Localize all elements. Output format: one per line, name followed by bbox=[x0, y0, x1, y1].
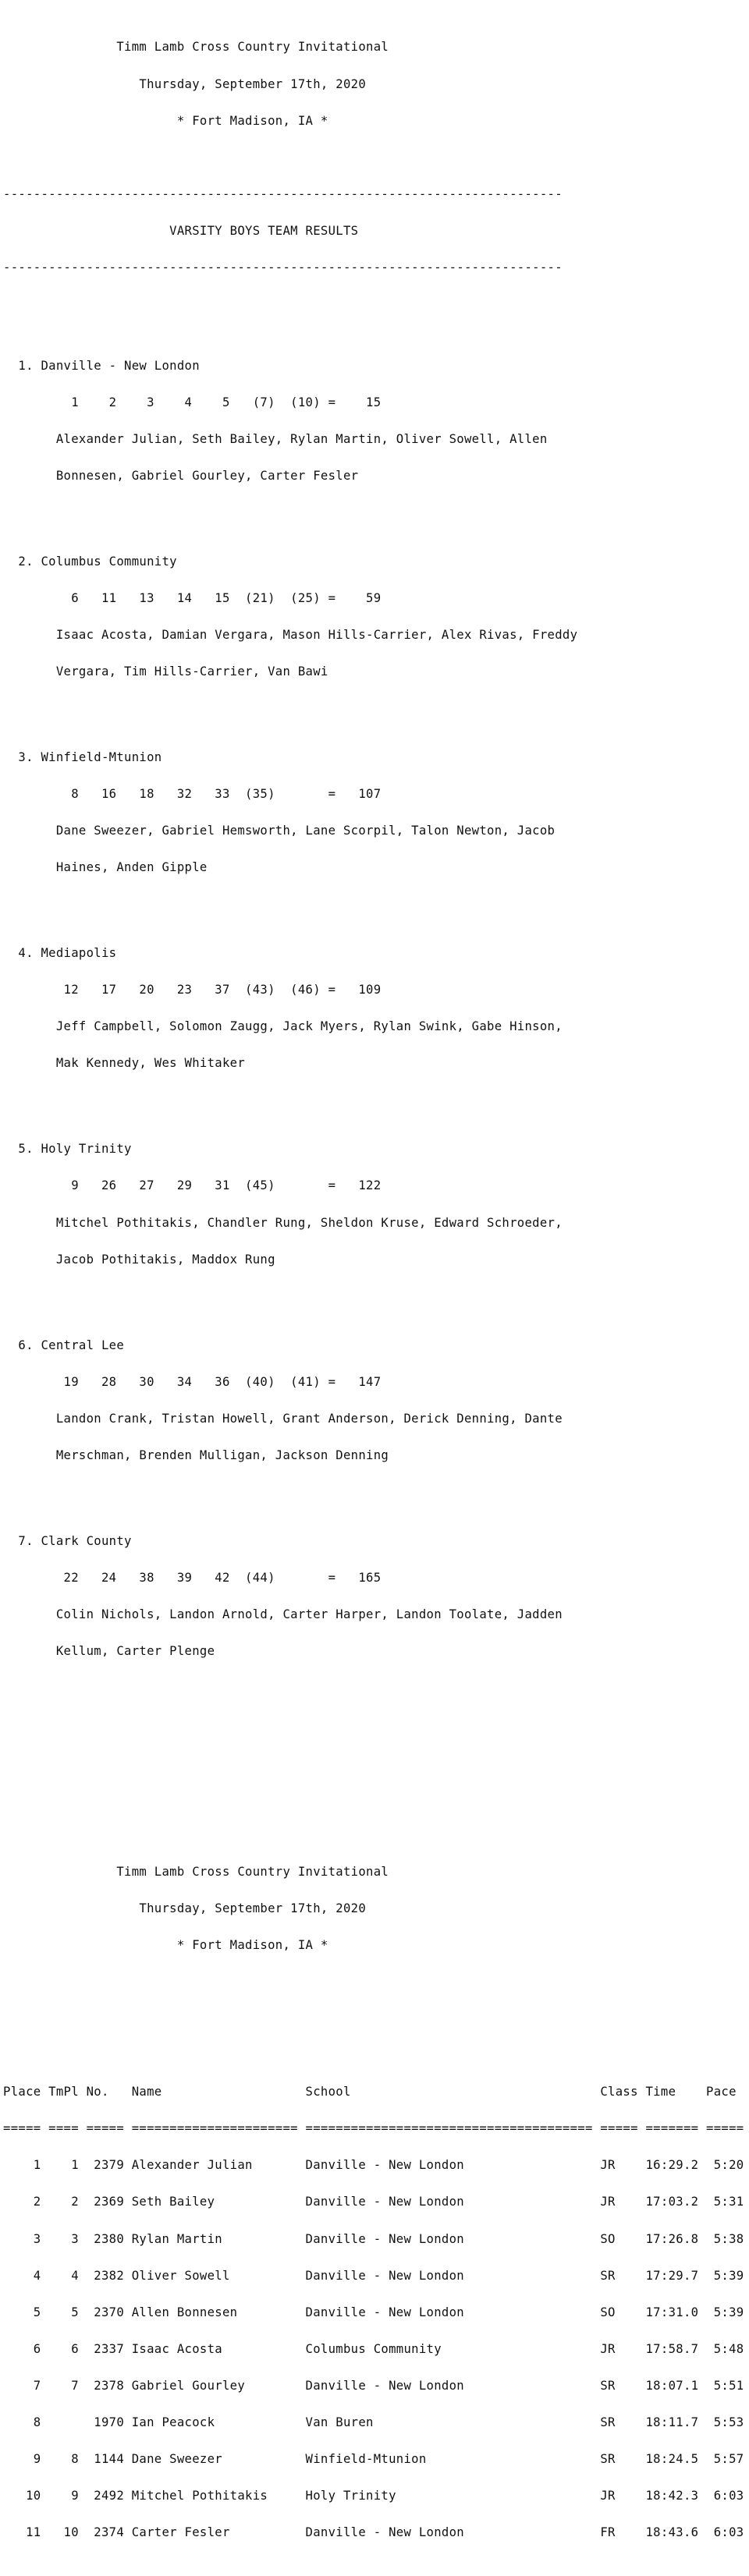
table-header-underline: ===== ==== ===== ====================== ====================================== ===== ======= ===== bbox=[3, 2121, 744, 2136]
team-scores: 8 16 18 32 33 (35) = 107 bbox=[3, 787, 382, 802]
team-name: 5. Holy Trinity bbox=[3, 1142, 132, 1157]
team-runners: Mak Kennedy, Wes Whitaker bbox=[3, 1056, 246, 1071]
team-entry bbox=[3, 1511, 744, 1682]
table-row: 7 7 2378 Gabriel Gourley Danville - New London SR 18:07.1 5:51 bbox=[3, 2378, 744, 2393]
team-entry bbox=[3, 1315, 744, 1486]
team-name: 4. Mediapolis bbox=[3, 946, 117, 961]
team-entry bbox=[3, 531, 744, 703]
team-runners: Kellum, Carter Plenge bbox=[3, 1643, 215, 1658]
meet-location: * Fort Madison, IA * bbox=[3, 1937, 328, 1952]
blank-line bbox=[3, 1817, 744, 1830]
blank-line bbox=[3, 1781, 744, 1793]
team-name: 6. Central Lee bbox=[3, 1338, 125, 1352]
meet-location: * Fort Madison, IA * bbox=[3, 113, 328, 128]
section-title: VARSITY BOYS TEAM RESULTS bbox=[3, 223, 359, 238]
team-entry bbox=[3, 335, 744, 507]
team-runners: Jacob Pothitakis, Maddox Rung bbox=[3, 1252, 275, 1267]
team-scores: 12 17 20 23 37 (43) (46) = 109 bbox=[3, 983, 382, 997]
team-runners: Bonnesen, Gabriel Gourley, Carter Fesler bbox=[3, 468, 359, 483]
team-scores: 22 24 38 39 42 (44) = 165 bbox=[3, 1570, 382, 1585]
team-name: 7. Clark County bbox=[3, 1533, 132, 1548]
team-runners: Isaac Acosta, Damian Vergara, Mason Hills-Carrier, Alex Rivas, Freddy bbox=[3, 627, 578, 642]
team-scores: 9 26 27 29 31 (45) = 122 bbox=[3, 1178, 382, 1193]
table-row: 10 9 2492 Mitchel Pothitakis Holy Trinity JR 18:42.3 6:03 bbox=[3, 2489, 744, 2503]
table-header: Place TmPl No. Name School Class Time Pace bbox=[3, 2085, 737, 2099]
team-scores: 1 2 3 4 5 (7) (10) = 15 bbox=[3, 395, 382, 409]
team-runners: Haines, Anden Gipple bbox=[3, 860, 208, 875]
meet-date: Thursday, September 17th, 2020 bbox=[3, 76, 367, 91]
meet-title: Timm Lamb Cross Country Invitational bbox=[3, 1864, 389, 1879]
team-runners: Alexander Julian, Seth Bailey, Rylan Martin, Oliver Sowell, Allen bbox=[3, 431, 548, 446]
dashed-rule: -------------------------------------------------------------------------- bbox=[3, 186, 563, 201]
team-name: 2. Columbus Community bbox=[3, 554, 177, 569]
table-row: 2 2 2369 Seth Bailey Danville - New London JR 17:03.2 5:31 bbox=[3, 2195, 744, 2209]
team-entry bbox=[3, 728, 744, 899]
team-runners: Jeff Campbell, Solomon Zaugg, Jack Myers, Rylan Swink, Gabe Hinson, bbox=[3, 1019, 563, 1034]
team-runners: Landon Crank, Tristan Howell, Grant Anderson, Derick Denning, Dante bbox=[3, 1411, 563, 1426]
team-name: 1. Danville - New London bbox=[3, 358, 200, 373]
blank-line bbox=[3, 1744, 744, 1756]
meet-title: Timm Lamb Cross Country Invitational bbox=[3, 40, 389, 55]
team-scores: 6 11 13 14 15 (21) (25) = 59 bbox=[3, 590, 382, 605]
table-row: 11 10 2374 Carter Fesler Danville - New London FR 18:43.6 6:03 bbox=[3, 2525, 744, 2540]
blank-line bbox=[3, 152, 744, 165]
team-runners: Merschman, Brenden Mulligan, Jackson Denning bbox=[3, 1447, 389, 1462]
team-runners: Dane Sweezer, Gabriel Hemsworth, Lane Scorpil, Talon Newton, Jacob bbox=[3, 824, 556, 838]
results-document bbox=[3, 17, 744, 2576]
team-results bbox=[3, 311, 744, 1707]
team-name: 3. Winfield-Mtunion bbox=[3, 749, 162, 764]
blank-line bbox=[3, 1976, 744, 1989]
team-entry bbox=[3, 923, 744, 1095]
team-runners: Colin Nichols, Landon Arnold, Carter Harper, Landon Toolate, Jadden bbox=[3, 1607, 563, 1621]
table-row: 4 4 2382 Oliver Sowell Danville - New London SR 17:29.7 5:39 bbox=[3, 2268, 744, 2283]
table-row: 3 3 2380 Rylan Martin Danville - New London SO 17:26.8 5:38 bbox=[3, 2231, 744, 2246]
meet-date: Thursday, September 17th, 2020 bbox=[3, 1901, 367, 1915]
dashed-rule: -------------------------------------------------------------------------- bbox=[3, 260, 563, 275]
table-row: 5 5 2370 Allen Bonnesen Danville - New London SO 17:31.0 5:39 bbox=[3, 2305, 744, 2319]
individual-results-table bbox=[3, 2062, 744, 2564]
blank-line bbox=[3, 2013, 744, 2025]
table-row: 9 8 1144 Dane Sweezer Winfield-Mtunion SR 18:24.5 5:57 bbox=[3, 2452, 744, 2467]
team-entry bbox=[3, 1119, 744, 1291]
team-runners: Mitchel Pothitakis, Chandler Rung, Sheldon Kruse, Edward Schroeder, bbox=[3, 1215, 563, 1230]
team-runners: Vergara, Tim Hills-Carrier, Van Bawi bbox=[3, 664, 328, 679]
table-row: 6 6 2337 Isaac Acosta Columbus Community JR 17:58.7 5:48 bbox=[3, 2341, 744, 2356]
team-scores: 19 28 30 34 36 (40) (41) = 147 bbox=[3, 1374, 382, 1389]
table-row: 1 1 2379 Alexander Julian Danville - New London JR 16:29.2 5:20 bbox=[3, 2158, 744, 2173]
table-row: 8 1970 Ian Peacock Van Buren SR 18:11.7 5:53 bbox=[3, 2415, 744, 2429]
